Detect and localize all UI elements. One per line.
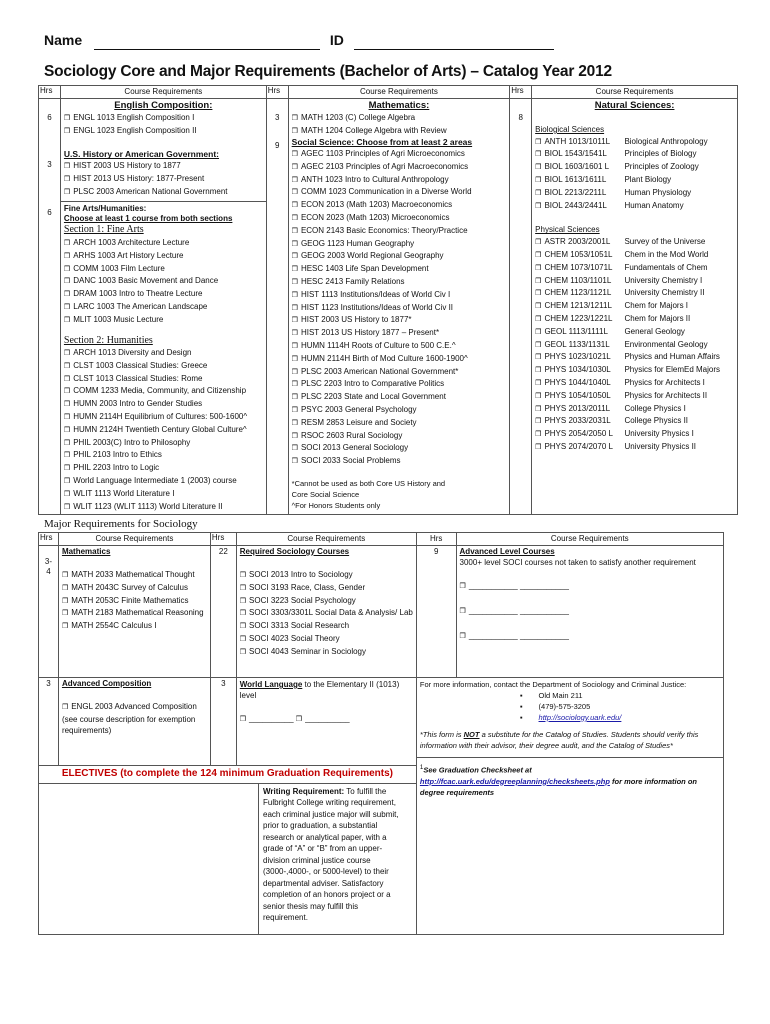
checkbox-item[interactable]: ❒ DANC 1003 Basic Movement and Dance [64, 275, 263, 288]
social-note-3: ^For Honors Students only [291, 501, 381, 511]
adv-blank-2[interactable]: ❒ ___________ ___________ [460, 605, 720, 618]
checkbox-item[interactable]: ❒ RESM 2853 Leisure and Society [292, 417, 507, 430]
major-math-hrs: 3- 4 [39, 546, 59, 678]
checkbox-item[interactable]: ❒ HUMN 2124H Twentieth Century Global Culture^ [64, 424, 263, 437]
checkbox-item[interactable]: ❒ HIST 2003 US History to 1877 [64, 160, 263, 173]
checkbox-item[interactable]: ❒ GEOL 1133/1131L Environmental Geology [535, 339, 734, 352]
comp-title: Advanced Composition [61, 679, 152, 688]
col-req: Course Requirements [60, 86, 266, 99]
adv-blank-3[interactable]: ❒ ___________ ___________ [460, 630, 720, 643]
checkbox-item[interactable]: ❒ CHEM 1213/1211L Chem for Majors I [535, 300, 734, 313]
checkbox-item[interactable]: ❒ HIST 2013 US History: 1877-Present [64, 173, 263, 186]
checkbox-item[interactable]: ❒ COMM 1023 Communication in a Diverse World [292, 186, 507, 199]
checkbox-item[interactable]: ❒ SOCI 2033 Social Problems [292, 455, 507, 468]
checkbox-item[interactable]: ❒ MATH 2053C Finite Mathematics [62, 595, 207, 608]
checkbox-item[interactable]: ❒ ENGL 1013 English Composition I [64, 112, 263, 125]
fine-arts-list [64, 237, 263, 327]
col-req: Course Requirements [288, 86, 510, 99]
checkbox-item[interactable]: ❒ PHYS 1023/1021L Physics and Human Affairs [535, 351, 734, 364]
checkbox-item[interactable]: ❒ ASTR 2003/2001L Survey of the Universe [535, 236, 734, 249]
adv-desc: 3000+ level SOCI courses not taken to satisfy another requirement [459, 558, 696, 567]
checkbox-item[interactable]: ❒ HIST 1123 Institutions/Ideas of World Civ II [292, 302, 507, 315]
humanities-list [64, 347, 263, 513]
checkbox-item[interactable]: ❒ WLIT 1113 World Literature I [64, 488, 263, 501]
checkbox-item[interactable]: ❒ RSOC 2603 Rural Sociology [292, 430, 507, 443]
major-title: Major Requirements for Sociology [44, 518, 198, 530]
contact-office: ▪ Old Main 211 [420, 690, 720, 701]
checkbox-item[interactable]: ❒ ARCH 1013 Diversity and Design [64, 347, 263, 360]
math-list [292, 112, 507, 138]
social-title: Social Science: Choose from at least 2 areas [291, 137, 473, 148]
checkbox-item[interactable]: ❒ GEOG 2003 World Regional Geography [292, 250, 507, 263]
phys-header: Physical Sciences [535, 225, 600, 235]
section-humanities: Section 2: Humanities [63, 334, 153, 346]
checkbox-item[interactable]: ❒ PSYC 2003 General Psychology [292, 404, 507, 417]
checkbox-item[interactable]: ❒ PHYS 2013/2011L College Physics I [535, 403, 734, 416]
bio-header: Biological Sciences [535, 124, 605, 134]
checkbox-item[interactable]: ❒ PLSC 2003 American National Government* [292, 366, 507, 379]
natural-hrs: 8 [518, 113, 523, 122]
comp-hrs: 3 [39, 678, 59, 766]
checkbox-item[interactable]: ❒ HESC 2413 Family Relations [292, 276, 507, 289]
checkbox-item[interactable]: ❒ ECON 2023 (Math 1203) Microeconomics [292, 212, 507, 225]
checkbox-item[interactable]: ❒ MATH 1203 (C) College Algebra [292, 112, 507, 125]
checkbox-item[interactable]: ❒ BIOL 2213/2211L Human Physiology [535, 187, 734, 200]
checkbox-item[interactable]: ❒ BIOL 1603/1601 L Principles of Zoology [535, 161, 734, 174]
checkbox-item[interactable]: ❒ PHYS 1034/1030L Physics for ElemEd Majors [535, 364, 734, 377]
checkbox-item[interactable]: ❒ ARHS 1003 Art History Lecture [64, 250, 263, 263]
writing-requirement: Writing Requirement: To fulfill the Fulbright College writing requirement, each criminal justice major will submit, prior to graduation, a substantial research or analytical paper, with a grade of “A” or “B” from an upper-division criminal justice course (3000-,4000-, or 5000-level) to their departmental adviser. Satisfactory completion of an honors project or a senior thesis may fulfill this requirement. [263, 786, 399, 922]
checkbox-item[interactable]: ❒ SOCI 3303/3301L Social Data & Analysis/ Lab [240, 607, 413, 620]
history-list [64, 160, 263, 198]
checkbox-item[interactable]: ❒ PHYS 2074/2070 L University Physics II [535, 441, 734, 454]
dept-link[interactable]: http://sociology.uark.edu/ [538, 713, 622, 722]
english-list [64, 112, 263, 138]
social-note-1: *Cannot be used as both Core US History and [291, 479, 446, 489]
checkbox-item[interactable]: ❒ PHIL 2203 Intro to Logic [64, 462, 263, 475]
checkbox-item[interactable]: ❒ HIST 1113 Institutions/Ideas of World Civ I [292, 289, 507, 302]
checkbox-item[interactable]: ❒ HIST 2013 US History 1877 – Present* [292, 327, 507, 340]
checksheet: $^1$See Graduation Checksheet at http://fcac.uark.edu/degreeplanning/checksheets.php for more information on degree requirements [419, 764, 698, 797]
checkbox-item[interactable]: ❒ PLSC 2203 State and Local Government [292, 391, 507, 404]
checkbox-item[interactable]: ❒ WLIT 1123 (WLIT 1113) World Literature II [64, 501, 263, 514]
col-hrs: Hrs [39, 86, 61, 99]
checkbox-item[interactable]: ❒ HUMN 1114H Roots of Culture to 500 C.E.^ [292, 340, 507, 353]
col-req: Course Requirements [532, 86, 738, 99]
checkbox-item[interactable]: ❒ World Language Intermediate 1 (2003) course [64, 475, 263, 488]
lang-hrs: 3 [210, 678, 236, 766]
contact-intro: For more information, contact the Department of Sociology and Criminal Justice: [419, 680, 687, 689]
checkbox-item[interactable]: ❒ LARC 1003 The American Landscape [64, 301, 263, 314]
checkbox-item[interactable]: ❒ CHEM 1053/1051L Chem in the Mod World [535, 249, 734, 262]
checkbox-item[interactable]: ❒ MATH 1204 College Algebra with Review [292, 125, 507, 138]
checkbox-item[interactable]: ❒ CHEM 1073/1071L Fundamentals of Chem [535, 262, 734, 275]
name-id-line [44, 32, 554, 50]
adv-title: Advanced Level Courses [459, 547, 555, 556]
checkbox-item[interactable]: ❒ HUMN 2114H Equilibrium of Cultures: 500-1600^ [64, 411, 263, 424]
checkbox-item[interactable]: ❒ DRAM 1003 Intro to Theatre Lecture [64, 288, 263, 301]
checkbox-item[interactable]: ❒ HESC 1403 Life Span Development [292, 263, 507, 276]
lang-desc: World Language to the Elementary II (1013) level [239, 680, 400, 700]
col-req: Course Requirements [456, 533, 723, 546]
electives-title: ELECTIVES (to complete the 124 minimum Graduation Requirements) [39, 766, 416, 784]
col-hrs: Hrs [210, 533, 236, 546]
checkbox-item[interactable]: ❒ CLST 1003 Classical Studies: Greece [64, 360, 263, 373]
checkbox-item[interactable]: ❒ AGEC 2103 Principles of Agri Macroeconomics [292, 161, 507, 174]
history-title: U.S. History or American Government: [63, 149, 220, 160]
checkbox-item[interactable]: ❒ MATH 2033 Mathematical Thought [62, 569, 207, 582]
checkbox-item[interactable]: ❒ MLIT 1003 Music Lecture [64, 314, 263, 327]
checkbox-item[interactable]: ❒ ECON 2143 Basic Economics: Theory/Practice [292, 225, 507, 238]
social-list [292, 148, 507, 468]
checkbox-item[interactable]: ❒ MATH 2183 Mathematical Reasoning [62, 607, 207, 620]
checkbox-item[interactable]: ❒ PLSC 2203 Intro to Comparative Politics [292, 378, 507, 391]
id-label: ID [329, 32, 344, 48]
english-title: English Composition: [114, 100, 213, 111]
english-hrs: 6 [47, 113, 52, 122]
bio-list [535, 136, 734, 213]
math-hrs: 3 [274, 113, 280, 122]
phys-list [535, 236, 734, 454]
adv-blank-1[interactable]: ❒ ___________ ___________ [460, 580, 720, 593]
checkbox-item[interactable]: ❒ BIOL 1543/1541L Principles of Biology [535, 148, 734, 161]
checkbox-item[interactable]: ❒ PHIL 2003(C) Intro to Philosophy [64, 437, 263, 450]
name-label: Name [44, 32, 83, 48]
col-hrs: Hrs [39, 533, 59, 546]
checkbox-item[interactable]: ❒ GEOL 1113/1111L General Geology [535, 326, 734, 339]
checkbox-item[interactable]: ❒ ENGL 2003 Advanced Composition [62, 701, 207, 714]
col-hrs: Hrs [510, 86, 532, 99]
adv-hrs: 9 [416, 546, 456, 678]
soc-title: Required Sociology Courses [239, 547, 350, 556]
checkbox-item[interactable]: ❒ ECON 2013 (Math 1203) Macroeconomics [292, 199, 507, 212]
contact-url-row [420, 712, 720, 723]
col-req: Course Requirements [236, 533, 416, 546]
history-hrs: 3 [47, 160, 52, 169]
comp-list [62, 701, 207, 714]
major-math-title: Mathematics [61, 547, 111, 556]
fine-arts-instruction: Choose at least 1 course from both sections [63, 214, 233, 224]
core-requirements-table [38, 85, 738, 515]
math-title: Mathematics: [368, 100, 430, 111]
checkbox-item[interactable]: ❒ SOCI 4023 Social Theory [240, 633, 413, 646]
checkbox-item[interactable]: ❒ SOCI 3223 Social Psychology [240, 595, 413, 608]
major-math-list [62, 569, 207, 633]
checkbox-item[interactable]: ❒ CHEM 1223/1221L Chem for Majors II [535, 313, 734, 326]
contact-phone: ▪ (479)-575-3205 [420, 701, 720, 712]
checkbox-item[interactable]: ❒ CLST 1013 Classical Studies: Rome [64, 373, 263, 386]
checkbox-item[interactable]: ❒ ENGL 1023 English Composition II [64, 125, 263, 138]
lang-blanks[interactable]: ❒ __________ ❒ __________ [240, 713, 413, 726]
col-hrs: Hrs [266, 86, 288, 99]
checkbox-item[interactable]: ❒ CHEM 1123/1121L University Chemistry II [535, 287, 734, 300]
social-hrs: 9 [274, 141, 280, 150]
checkbox-item[interactable]: ❒ HUMN 2114H Birth of Mod Culture 1600-1900^ [292, 353, 507, 366]
checkbox-item[interactable]: ❒ ANTH 1013/1011L Biological Anthropology [535, 136, 734, 149]
checkbox-item[interactable]: ❒ SOCI 3313 Social Research [240, 620, 413, 633]
checkbox-item[interactable]: ❒ PHYS 1044/1040L Physics for Architects I [535, 377, 734, 390]
checkbox-item[interactable]: ❒ SOCI 2013 Intro to Sociology [240, 569, 413, 582]
checkbox-item[interactable]: ❒ PHIL 2103 Intro to Ethics [64, 449, 263, 462]
checkbox-item[interactable]: ❒ PHYS 2054/2050 L University Physics I [535, 428, 734, 441]
checksheet-link[interactable]: http://fcac.uark.edu/degreeplanning/checksheets.php [419, 776, 610, 786]
checkbox-item[interactable]: ❒ GEOG 1123 Human Geography [292, 238, 507, 251]
page-title: Sociology Core and Major Requirements (Bachelor of Arts) – Catalog Year 2012 [44, 63, 612, 80]
natural-title: Natural Sciences: [594, 100, 675, 111]
disclaimer: *This form is NOT a substitute for the Catalog of Studies. Students should verify this information with their advisor, their degree audit, and the Catalog of Studies* [419, 730, 699, 750]
checkbox-item[interactable]: ❒ MATH 2554C Calculus I [62, 620, 207, 633]
checkbox-item[interactable]: ❒ SOCI 2013 General Sociology [292, 442, 507, 455]
col-req: Course Requirements [58, 533, 210, 546]
id-field[interactable] [354, 38, 554, 50]
checkbox-item[interactable]: ❒ SOCI 3193 Race, Class, Gender [240, 582, 413, 595]
checkbox-item[interactable]: ❒ COMM 1233 Media, Community, and Citizenship [64, 385, 263, 398]
checkbox-item[interactable]: ❒ BIOL 2443/2441L Human Anatomy [535, 200, 734, 213]
checkbox-item[interactable]: ❒ AGEC 1103 Principles of Agri Microeconomics [292, 148, 507, 161]
checkbox-item[interactable]: ❒ PHYS 2033/2031L College Physics II [535, 415, 734, 428]
checkbox-item[interactable]: ❒ ARCH 1003 Architecture Lecture [64, 237, 263, 250]
checkbox-item[interactable]: ❒ HIST 2003 US History to 1877* [292, 314, 507, 327]
checkbox-item[interactable]: ❒ PLSC 2003 American National Government [64, 186, 263, 199]
checkbox-item[interactable]: ❒ ANTH 1023 Intro to Cultural Anthropology [292, 174, 507, 187]
major-requirements-table [38, 532, 724, 935]
checkbox-item[interactable]: ❒ HUMN 2003 Intro to Gender Studies [64, 398, 263, 411]
checkbox-item[interactable]: ❒ SOCI 4043 Seminar in Sociology [240, 646, 413, 659]
name-field[interactable] [94, 38, 320, 50]
checkbox-item[interactable]: ❒ CHEM 1103/1101L University Chemistry I [535, 275, 734, 288]
soc-list [240, 569, 413, 659]
checkbox-item[interactable]: ❒ COMM 1003 Film Lecture [64, 263, 263, 276]
checkbox-item[interactable]: ❒ BIOL 1613/1611L Plant Biology [535, 174, 734, 187]
fine-arts-title: Fine Arts/Humanities: [63, 204, 147, 214]
col-hrs: Hrs [416, 533, 456, 546]
fine-arts-hrs: 6 [47, 208, 52, 217]
checkbox-item[interactable]: ❒ MATH 2043C Survey of Calculus [62, 582, 207, 595]
comp-note: (see course description for exemption requirements) [61, 714, 196, 735]
checkbox-item[interactable]: ❒ PHYS 1054/1050L Physics for Architects II [535, 390, 734, 403]
social-note-2: Core Social Science [291, 490, 360, 500]
soc-hrs: 22 [210, 546, 236, 678]
section-fine-arts: Section 1: Fine Arts [63, 224, 144, 236]
